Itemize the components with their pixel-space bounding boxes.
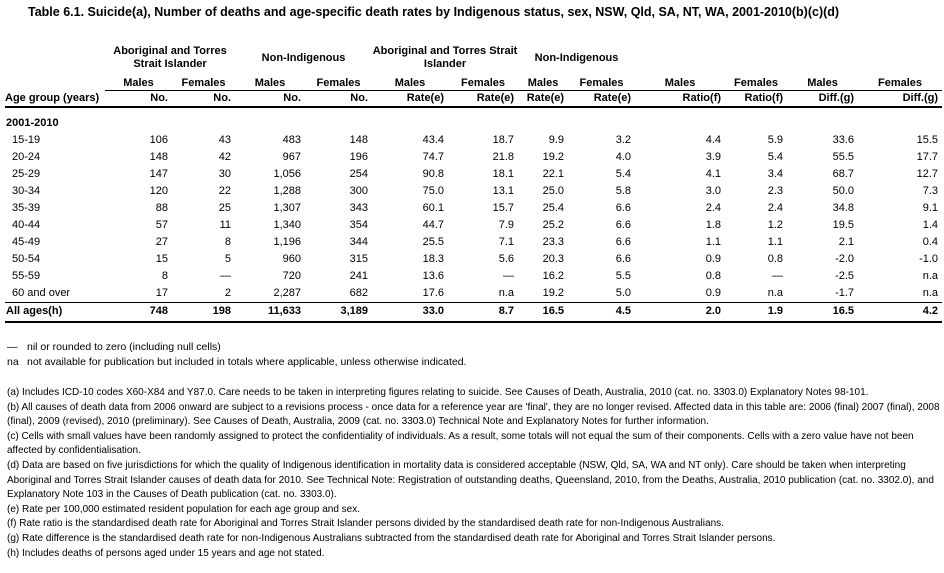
measure-header: Diff.(g)	[787, 90, 858, 107]
value-cell: 68.7	[832, 168, 855, 180]
age-group-cell: 60 and over	[12, 287, 71, 299]
value-cell: —	[503, 270, 515, 282]
table-row	[5, 200, 942, 217]
total-value-cell: 1.9	[725, 303, 787, 323]
value-cell: 3.0	[705, 185, 722, 197]
value-cell: 120	[149, 185, 168, 197]
value-cell: 7.9	[498, 219, 515, 231]
footnote: (e) Rate per 100,000 estimated resident population for each age group and sex.	[7, 503, 361, 515]
value-cell: 75.0	[422, 185, 445, 197]
value-cell: 0.9	[705, 253, 722, 265]
table-row	[5, 251, 942, 268]
value-cell: 27	[155, 236, 168, 248]
value-cell: 60.1	[422, 202, 445, 214]
sex-header: Females	[568, 76, 635, 90]
value-cell: n.a	[922, 287, 939, 299]
value-cell: 3.2	[615, 134, 632, 146]
value-cell: 967	[282, 151, 302, 163]
value-cell: 19.2	[542, 151, 565, 163]
age-group-cell: 25-29	[12, 168, 41, 180]
value-cell: 1.2	[767, 219, 784, 231]
value-cell: 5	[224, 253, 232, 265]
value-cell: 1.1	[767, 236, 784, 248]
group-header-spacer	[5, 40, 105, 76]
value-cell: 25.4	[542, 202, 565, 214]
table-row	[5, 132, 942, 149]
value-cell: 3.4	[767, 168, 784, 180]
value-cell: 315	[349, 253, 369, 265]
age-group-cell: 15-19	[12, 134, 41, 146]
measure-header: Diff.(g)	[858, 90, 942, 107]
total-value-cell: 198	[172, 303, 235, 323]
value-cell: 74.7	[422, 151, 445, 163]
footnote: (b) All causes of death data from 2006 onward are subject to a revisions process - once data for a reference year are 'final', they are no longer revised. Affected data in this table are: 2006 (final) 2007 (final), 2008 (final), 2009 (revised), 2010 (preliminary). See Causes of Death, Australia, 2009 (cat. no. 3303.0) Technical Note and Explanatory Notes for further information.	[7, 401, 940, 428]
table-row	[5, 268, 942, 285]
value-cell: 196	[349, 151, 369, 163]
value-cell: 5.4	[615, 168, 632, 180]
value-cell: 50.0	[832, 185, 855, 197]
value-cell: 5.0	[615, 287, 632, 299]
measure-header: No.	[172, 90, 235, 107]
value-cell: 55.5	[832, 151, 855, 163]
value-cell: 90.8	[422, 168, 445, 180]
value-cell: 18.1	[492, 168, 515, 180]
age-group-column-header: Age group (years)	[5, 90, 105, 107]
period-section-label: 2001-2010	[6, 117, 59, 129]
sex-header: Females	[448, 76, 518, 90]
footnotes-section	[5, 340, 940, 561]
value-cell: 1.1	[705, 236, 722, 248]
age-group-cell: 30-34	[12, 185, 41, 197]
value-cell: 3.9	[705, 151, 722, 163]
value-cell: 12.7	[916, 168, 939, 180]
table-row	[5, 166, 942, 183]
value-cell: 682	[349, 287, 369, 299]
value-cell: 483	[282, 134, 302, 146]
value-cell: 9.9	[548, 134, 565, 146]
total-value-cell: 16.5	[787, 303, 858, 323]
value-cell: 16.2	[542, 270, 565, 282]
measure-header: Ratio(f)	[635, 90, 725, 107]
legend-text: nil or rounded to zero (including null cells)	[27, 341, 221, 353]
value-cell: 1.8	[705, 219, 722, 231]
value-cell: 0.9	[705, 287, 722, 299]
table-row	[5, 149, 942, 166]
symbol-legend-line	[7, 340, 940, 355]
value-cell: 15	[155, 253, 168, 265]
value-cell: 0.8	[705, 270, 722, 282]
value-cell: 20.3	[542, 253, 565, 265]
value-cell: 148	[349, 134, 369, 146]
group-header-row	[5, 40, 942, 76]
sex-header: Females	[725, 76, 787, 90]
value-cell: 9.1	[922, 202, 939, 214]
table-title: Table 6.1. Suicide(a), Number of deaths and age-specific death rates by Indigenous status, sex, NSW, Qld, SA, NT, WA, 2001-2010(b)(c)(d)	[28, 5, 840, 19]
value-cell: 34.8	[832, 202, 855, 214]
value-cell: 25.0	[542, 185, 565, 197]
value-cell: 1,196	[273, 236, 302, 248]
sex-header: Males	[372, 76, 448, 90]
value-cell: 18.7	[492, 134, 515, 146]
total-value-cell: 11,633	[235, 303, 305, 323]
value-cell: 147	[149, 168, 168, 180]
value-cell: 254	[349, 168, 369, 180]
group-header-atsi-number: Aboriginal and Torres Strait Islander	[113, 45, 227, 70]
value-cell: 17	[155, 287, 168, 299]
value-cell: 21.8	[492, 151, 515, 163]
value-cell: 23.3	[542, 236, 565, 248]
value-cell: 720	[282, 270, 302, 282]
value-cell: 33.6	[832, 134, 855, 146]
measure-header: Rate(e)	[372, 90, 448, 107]
age-group-cell: 35-39	[12, 202, 41, 214]
table-row	[5, 234, 942, 251]
value-cell: 42	[218, 151, 232, 163]
value-cell: 4.4	[705, 134, 722, 146]
group-header-nonindigenous-number: Non-Indigenous	[261, 51, 346, 64]
value-cell: 106	[149, 134, 168, 146]
value-cell: 4.0	[615, 151, 632, 163]
value-cell: n.a	[922, 270, 939, 282]
value-cell: 18.3	[422, 253, 445, 265]
value-cell: 8	[161, 270, 168, 282]
measure-header: No.	[235, 90, 305, 107]
age-group-cell: 50-54	[12, 253, 41, 265]
footnote: (h) Includes deaths of persons aged under 15 years and age not stated.	[7, 547, 325, 559]
footnote: (c) Cells with small values have been randomly assigned to protect the confidentiality of individuals. As a result, some totals will not equal the sum of their components. Cells with a zero value have not been affected by confidentialisation.	[7, 430, 914, 457]
group-header-atsi-rate: Aboriginal and Torres Strait Islander	[372, 45, 518, 70]
measure-header: Rate(e)	[568, 90, 635, 107]
value-cell: 6.6	[615, 253, 632, 265]
value-cell: 22	[218, 185, 232, 197]
total-value-cell: 2.0	[635, 303, 725, 323]
value-cell: 8	[224, 236, 232, 248]
value-cell: 44.7	[422, 219, 445, 231]
sex-header: Males	[235, 76, 305, 90]
sex-header: Females	[172, 76, 235, 90]
value-cell: 343	[349, 202, 369, 214]
total-value-cell: 8.7	[448, 303, 518, 323]
suicide-statistics-table	[5, 40, 942, 323]
table-row	[5, 217, 942, 234]
value-cell: 25	[218, 202, 232, 214]
value-cell: -1.7	[835, 287, 855, 299]
value-cell: 19.2	[542, 287, 565, 299]
symbol-legend-line	[7, 355, 940, 370]
value-cell: 2,287	[273, 287, 302, 299]
value-cell: 25.5	[422, 236, 445, 248]
value-cell: -1.0	[919, 253, 939, 265]
age-group-cell: 20-24	[12, 151, 41, 163]
value-cell: 1,288	[273, 185, 302, 197]
table-row	[5, 285, 942, 303]
value-cell: 5.8	[615, 185, 632, 197]
period-section-row	[5, 107, 942, 132]
value-cell: 4.1	[705, 168, 722, 180]
total-value-cell: 3,189	[305, 303, 372, 323]
value-cell: 1.4	[922, 219, 939, 231]
value-cell: 2.4	[705, 202, 722, 214]
footnote: (d) Data are based on five jurisdictions for which the quality of Indigenous identification in mortality data is considered acceptable (NSW, Qld, SA, WA and NT only). Care should be taken when interpreting Aboriginal and Torres Strait Islander causes of death data for 2010. See Technical Note: Registration of outstanding deaths, Queensland, 2010, from the Deaths, Australia, 2010 publication (cat. no. 3302.0), and Explanatory Note 103 in the Causes of Death publication (cat. no. 3303.0).	[7, 459, 934, 501]
value-cell: 300	[349, 185, 369, 197]
value-cell: 2	[224, 287, 232, 299]
group-header-nonindigenous-rate: Non-Indigenous	[534, 51, 619, 64]
measure-header: Ratio(f)	[725, 90, 787, 107]
table-body	[5, 107, 942, 322]
value-cell: 88	[155, 202, 168, 214]
measure-header: No.	[305, 90, 372, 107]
value-cell: 6.6	[615, 219, 632, 231]
value-cell: 2.1	[838, 236, 855, 248]
value-cell: 17.6	[422, 287, 445, 299]
sex-header-spacer	[5, 76, 105, 90]
sex-header: Males	[787, 76, 858, 90]
legend-text: not available for publication but included in totals where applicable, unless otherwise indicated.	[27, 356, 467, 368]
sex-header-row	[5, 76, 942, 90]
total-row	[5, 303, 942, 323]
sex-header: Females	[858, 76, 942, 90]
sex-header: Males	[635, 76, 725, 90]
value-cell: 1,307	[273, 202, 302, 214]
age-group-cell: 40-44	[12, 219, 41, 231]
total-value-cell: 748	[105, 303, 172, 323]
value-cell: 6.6	[615, 236, 632, 248]
value-cell: 5.9	[767, 134, 784, 146]
footnote: (g) Rate difference is the standardised death rate for non-Indigenous Australians subtracted from the standardised death rate for Aboriginal and Torres Strait Islander persons.	[7, 532, 776, 544]
value-cell: 25.2	[542, 219, 565, 231]
value-cell: 13.6	[422, 270, 445, 282]
footnote: (f) Rate ratio is the standardised death rate for Aboriginal and Torres Strait Islander persons divided by the standardised death rate for non-Indigenous Australians.	[7, 518, 724, 530]
value-cell: 1,340	[273, 219, 302, 231]
measure-header: Rate(e)	[518, 90, 568, 107]
value-cell: 22.1	[542, 168, 565, 180]
value-cell: 17.7	[916, 151, 939, 163]
total-value-cell: 33.0	[372, 303, 448, 323]
age-group-cell: 55-59	[12, 270, 41, 282]
total-value-cell: 16.5	[518, 303, 568, 323]
value-cell: 19.5	[832, 219, 855, 231]
value-cell: 6.6	[615, 202, 632, 214]
value-cell: 0.4	[922, 236, 939, 248]
value-cell: 960	[282, 253, 302, 265]
value-cell: —	[220, 270, 232, 282]
lettered-footnotes	[7, 386, 940, 561]
group-header-empty	[635, 40, 942, 76]
sex-header: Males	[105, 76, 172, 90]
value-cell: 2.4	[767, 202, 784, 214]
table-row	[5, 183, 942, 200]
measure-header-row	[5, 90, 942, 107]
sex-header: Females	[305, 76, 372, 90]
value-cell: 1,056	[273, 168, 302, 180]
legend-symbol: —	[7, 341, 18, 353]
value-cell: 2.3	[767, 185, 784, 197]
value-cell: 354	[349, 219, 369, 231]
value-cell: 43	[218, 134, 232, 146]
symbol-legend	[7, 340, 940, 370]
value-cell: 7.1	[498, 236, 515, 248]
value-cell: —	[772, 270, 784, 282]
value-cell: n.a	[498, 287, 515, 299]
total-label-cell: All ages(h)	[5, 303, 105, 323]
value-cell: 43.4	[422, 134, 445, 146]
value-cell: 5.6	[498, 253, 515, 265]
total-value-cell: 4.5	[568, 303, 635, 323]
total-value-cell: 4.2	[858, 303, 942, 323]
measure-header: No.	[105, 90, 172, 107]
legend-symbol: na	[7, 356, 19, 368]
value-cell: 5.4	[767, 151, 784, 163]
sex-header: Males	[518, 76, 568, 90]
value-cell: 30	[218, 168, 232, 180]
value-cell: 0.8	[767, 253, 784, 265]
value-cell: 241	[349, 270, 369, 282]
age-group-cell: 45-49	[12, 236, 41, 248]
value-cell: 13.1	[492, 185, 515, 197]
footnote: (a) Includes ICD-10 codes X60-X84 and Y87.0. Care needs to be taken in interpreting figures relating to suicide. See Causes of Death, Australia, 2010 (cat. no. 3303.0) Explanatory Notes 98-101.	[7, 387, 869, 398]
value-cell: 15.7	[492, 202, 515, 214]
table-header	[5, 40, 942, 107]
value-cell: 148	[149, 151, 168, 163]
measure-header: Rate(e)	[448, 90, 518, 107]
value-cell: -2.5	[835, 270, 855, 282]
value-cell: 344	[349, 236, 369, 248]
value-cell: 5.5	[615, 270, 632, 282]
value-cell: 15.5	[916, 134, 939, 146]
value-cell: n.a	[767, 287, 784, 299]
value-cell: 57	[155, 219, 168, 231]
value-cell: 11	[219, 219, 232, 231]
value-cell: 7.3	[922, 185, 939, 197]
value-cell: -2.0	[835, 253, 855, 265]
